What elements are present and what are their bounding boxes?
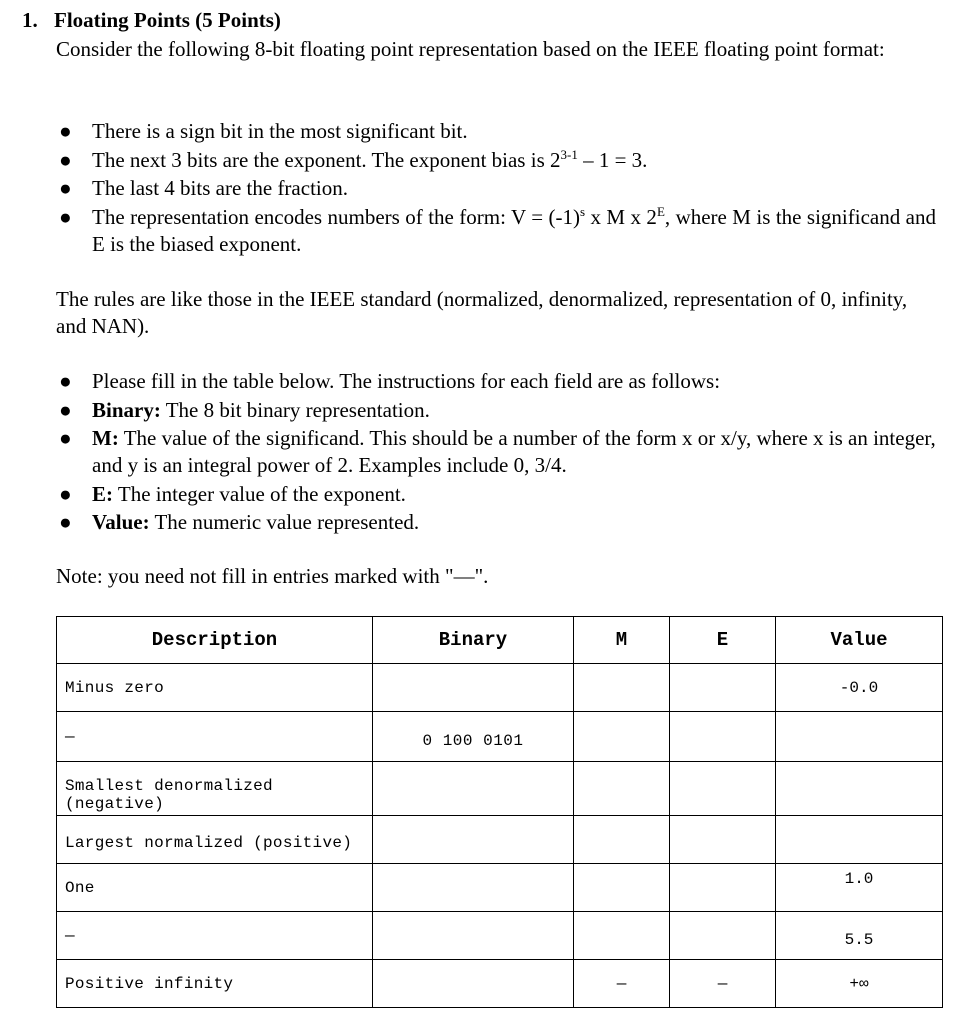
cell-description: One — [57, 864, 373, 912]
question-title: Floating Points (5 Points) — [54, 8, 281, 32]
instruction-bullet: ● E: The integer value of the exponent. — [59, 481, 406, 506]
table-row — [57, 664, 943, 712]
instruction-bullet: ● M: The value of the significand. This should be a number of the form x or x/y, where x is an integer, and y is an integral power of 2. Examples include 0, 3/4. — [59, 426, 936, 477]
cell-value[interactable] — [776, 762, 943, 816]
header-value: Value — [776, 617, 943, 664]
bullet-icon: ● — [59, 369, 72, 393]
cell-binary[interactable] — [373, 816, 574, 864]
table-row — [57, 864, 943, 912]
cell-description: Minus zero — [57, 664, 373, 712]
answer-table — [56, 616, 943, 1008]
cell-e: — — [670, 960, 776, 1008]
cell-e[interactable] — [670, 762, 776, 816]
question-heading — [22, 8, 281, 33]
cell-e[interactable] — [670, 712, 776, 762]
cell-m[interactable] — [574, 712, 670, 762]
cell-value: 5.5 — [776, 912, 943, 960]
cell-value[interactable] — [776, 816, 943, 864]
cell-binary[interactable] — [373, 864, 574, 912]
cell-e[interactable] — [670, 864, 776, 912]
cell-description: — — [57, 912, 373, 960]
cell-description: Largest normalized (positive) — [57, 816, 373, 864]
bullet-icon: ● — [59, 397, 72, 422]
header-e: E — [670, 617, 776, 664]
header-binary: Binary — [373, 617, 574, 664]
instruction-bullet: ● Binary: The 8 bit binary representation. — [59, 397, 430, 422]
cell-value: 1.0 — [776, 864, 943, 912]
bullet-icon: ● — [59, 119, 72, 143]
header-description: Description — [57, 617, 373, 664]
cell-e[interactable] — [670, 912, 776, 960]
bullet-icon: ● — [59, 176, 72, 200]
format-bullet: ● The last 4 bits are the fraction. — [59, 176, 348, 200]
bullet-icon: ● — [59, 426, 72, 450]
header-m: M — [574, 617, 670, 664]
bullet-icon: ● — [59, 204, 72, 229]
cell-binary[interactable] — [373, 664, 574, 712]
rules-paragraph: The rules are like those in the IEEE standard (normalized, denormalized, representation of 0, infinity, and NAN). — [56, 287, 908, 338]
format-bullet: ● The next 3 bits are the exponent. The exponent bias is 2$^{3-1}$ – 1 = 3. — [59, 146, 648, 172]
table-row — [57, 912, 943, 960]
instruction-bullet-list — [56, 368, 936, 538]
format-bullet: ● The representation encodes numbers of the form: $V = (-1)^s$ x M x $2^E$, where M is the significand and E is the biased exponent. — [59, 203, 936, 256]
table-row — [57, 816, 943, 864]
cell-binary[interactable] — [373, 762, 574, 816]
cell-m[interactable] — [574, 912, 670, 960]
instruction-bullet: ● Value: The numeric value represented. — [59, 510, 420, 534]
cell-value: +∞ — [776, 960, 943, 1008]
cell-description: — — [57, 712, 373, 762]
cell-binary[interactable] — [373, 960, 574, 1008]
table-row — [57, 762, 943, 816]
cell-m: — — [574, 960, 670, 1008]
instruction-bullet: ● Please fill in the table below. The instructions for each field are as follows: — [59, 369, 721, 393]
cell-description: Positive infinity — [57, 960, 373, 1008]
intro-paragraph: Consider the following 8-bit floating point representation based on the IEEE floating point format: — [56, 37, 885, 61]
cell-e[interactable] — [670, 664, 776, 712]
cell-binary: 0 100 0101 — [373, 712, 574, 762]
cell-value[interactable] — [776, 712, 943, 762]
cell-description: Smallest denormalized (negative) — [57, 762, 373, 816]
cell-m[interactable] — [574, 664, 670, 712]
bullet-icon: ● — [59, 510, 72, 534]
cell-value: -0.0 — [776, 664, 943, 712]
format-bullet-list — [56, 118, 936, 259]
cell-e[interactable] — [670, 816, 776, 864]
bullet-icon: ● — [59, 147, 72, 172]
bullet-icon: ● — [59, 481, 72, 506]
cell-m[interactable] — [574, 864, 670, 912]
format-bullet: ● There is a sign bit in the most significant bit. — [59, 119, 468, 143]
table-row — [57, 712, 943, 762]
question-number: 1. — [22, 8, 38, 32]
table-header-row — [57, 617, 943, 664]
table-row — [57, 960, 943, 1008]
cell-binary[interactable] — [373, 912, 574, 960]
cell-m[interactable] — [574, 762, 670, 816]
note-text: Note: you need not fill in entries marked with "—". — [56, 564, 489, 588]
cell-m[interactable] — [574, 816, 670, 864]
